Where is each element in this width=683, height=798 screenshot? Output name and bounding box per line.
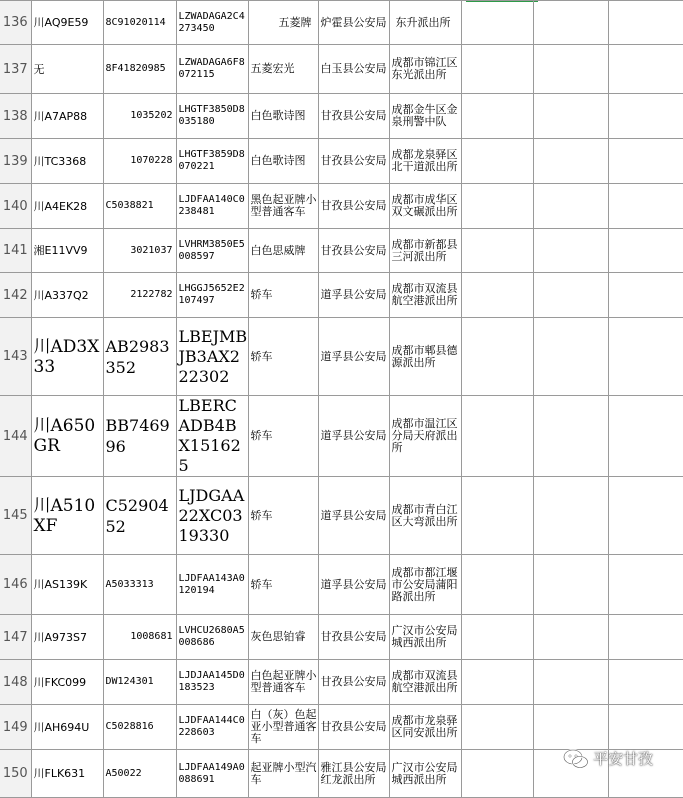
model-cell[interactable]: 白色歌诗图 [248,94,318,139]
unit-cell[interactable]: 成都市青白江区大弯派出所 [389,477,461,555]
model-cell[interactable]: 起亚牌小型汽车 [248,750,318,798]
empty-cell[interactable] [461,229,533,273]
empty-cell[interactable] [533,1,608,45]
row-number[interactable]: 147 [0,615,31,660]
agency-cell[interactable]: 甘孜县公安局 [318,184,389,229]
row-number[interactable]: 137 [0,45,31,94]
row-number[interactable]: 140 [0,184,31,229]
unit-cell[interactable]: 成都市成华区双文碾派出所 [389,184,461,229]
table-row[interactable] [0,555,683,615]
empty-cell[interactable] [533,273,608,318]
empty-cell[interactable] [533,396,608,477]
engine-cell[interactable]: 8C91020114 [103,1,176,45]
unit-cell[interactable]: 成都市温江区分局天府派出所 [389,396,461,477]
empty-cell[interactable] [461,396,533,477]
unit-cell[interactable]: 成都市双流县航空港派出所 [389,273,461,318]
engine-cell[interactable]: 8F41820985 [103,45,176,94]
row-number[interactable]: 149 [0,705,31,750]
vin-cell[interactable]: LHGTF3859D8070221 [176,139,248,184]
agency-cell[interactable]: 道孚县公安局 [318,273,389,318]
engine-cell[interactable]: A5033313 [103,555,176,615]
empty-cell[interactable] [608,94,683,139]
model-cell[interactable]: 黑色起亚牌小型普通客车 [248,184,318,229]
empty-cell[interactable] [533,615,608,660]
vin-cell[interactable]: LVHCU2680A5008686 [176,615,248,660]
empty-cell[interactable] [608,318,683,396]
engine-cell[interactable]: 1035202 [103,94,176,139]
model-cell[interactable]: 白色思威牌 [248,229,318,273]
plate-cell[interactable]: 无 [31,45,103,94]
model-cell[interactable]: 轿车 [248,396,318,477]
row-number[interactable]: 148 [0,660,31,705]
unit-cell[interactable]: 成都市双流县航空港派出所 [389,660,461,705]
empty-cell[interactable] [461,615,533,660]
agency-cell[interactable]: 甘孜县公安局 [318,229,389,273]
row-number[interactable]: 136 [0,1,31,45]
row-number[interactable]: 141 [0,229,31,273]
engine-cell[interactable]: 2122782 [103,273,176,318]
row-number[interactable]: 139 [0,139,31,184]
plate-cell[interactable]: 川A337Q2 [31,273,103,318]
engine-cell[interactable]: BB746996 [103,396,176,477]
empty-cell[interactable] [608,139,683,184]
vin-cell[interactable]: LBERCADB4BX151625 [176,396,248,477]
plate-cell[interactable]: 川AD3X33 [31,318,103,396]
plate-cell[interactable]: 川FLK631 [31,750,103,798]
empty-cell[interactable] [461,705,533,750]
empty-cell[interactable] [608,1,683,45]
empty-cell[interactable] [533,184,608,229]
empty-cell[interactable] [461,555,533,615]
unit-cell[interactable]: 成都龙泉驿区北干道派出所 [389,139,461,184]
table-row[interactable] [0,184,683,229]
empty-cell[interactable] [533,94,608,139]
vin-cell[interactable]: LVHRM3850E5008597 [176,229,248,273]
vin-cell[interactable]: LBEJMBJB3AX222302 [176,318,248,396]
agency-cell[interactable]: 炉霍县公安局 [318,1,389,45]
empty-cell[interactable] [461,184,533,229]
empty-cell[interactable] [533,477,608,555]
table-row[interactable] [0,705,683,750]
vin-cell[interactable]: LZWADAGA2C4273450 [176,1,248,45]
engine-cell[interactable]: DW124301 [103,660,176,705]
plate-cell[interactable]: 川A973S7 [31,615,103,660]
row-number[interactable]: 144 [0,396,31,477]
vin-cell[interactable]: LZWADAGA6F8072115 [176,45,248,94]
vin-cell[interactable]: LHGTF3850D8035180 [176,94,248,139]
empty-cell[interactable] [608,615,683,660]
engine-cell[interactable]: A50022 [103,750,176,798]
table-row[interactable] [0,318,683,396]
row-number[interactable]: 150 [0,750,31,798]
plate-cell[interactable]: 川AQ9E59 [31,1,103,45]
vin-cell[interactable]: LJDFAA140C0238481 [176,184,248,229]
plate-cell[interactable]: 川A7AP88 [31,94,103,139]
plate-cell[interactable]: 川A510XF [31,477,103,555]
model-cell[interactable]: 白色起亚牌小型普通客车 [248,660,318,705]
empty-cell[interactable] [533,229,608,273]
table-row[interactable] [0,45,683,94]
empty-cell[interactable] [608,477,683,555]
unit-cell[interactable]: 成都市新都县三河派出所 [389,229,461,273]
engine-cell[interactable]: C5038821 [103,184,176,229]
empty-cell[interactable] [608,45,683,94]
table-row[interactable] [0,660,683,705]
empty-cell[interactable] [461,1,533,45]
agency-cell[interactable]: 白玉县公安局 [318,45,389,94]
vin-cell[interactable]: LJDFAA144C0228603 [176,705,248,750]
vin-cell[interactable]: LJDGAA22XC0319330 [176,477,248,555]
agency-cell[interactable]: 道孚县公安局 [318,396,389,477]
model-cell[interactable]: 灰色思铂睿 [248,615,318,660]
table-row[interactable] [0,477,683,555]
engine-cell[interactable]: C5290452 [103,477,176,555]
vin-cell[interactable]: LJDFAA143A0120194 [176,555,248,615]
agency-cell[interactable]: 甘孜县公安局 [318,615,389,660]
plate-cell[interactable]: 川A650GR [31,396,103,477]
agency-cell[interactable]: 甘孜县公安局 [318,660,389,705]
agency-cell[interactable]: 雅江县公安局红龙派出所 [318,750,389,798]
empty-cell[interactable] [533,139,608,184]
engine-cell[interactable]: C5028816 [103,705,176,750]
table-row[interactable] [0,1,683,45]
model-cell[interactable]: 轿车 [248,318,318,396]
table-row[interactable] [0,94,683,139]
plate-cell[interactable]: 川A4EK28 [31,184,103,229]
row-number[interactable]: 143 [0,318,31,396]
plate-cell[interactable]: 川AS139K [31,555,103,615]
unit-cell[interactable]: 东升派出所 [389,1,461,45]
model-cell[interactable]: 白（灰）色起亚小型普通客车 [248,705,318,750]
unit-cell[interactable]: 广汉市公安局城西派出所 [389,615,461,660]
empty-cell[interactable] [461,45,533,94]
empty-cell[interactable] [461,139,533,184]
engine-cell[interactable]: AB2983352 [103,318,176,396]
table-row[interactable] [0,139,683,184]
row-number[interactable]: 138 [0,94,31,139]
vin-cell[interactable]: LJDFAA149A0088691 [176,750,248,798]
empty-cell[interactable] [533,660,608,705]
engine-cell[interactable]: 3021037 [103,229,176,273]
empty-cell[interactable] [533,705,608,750]
engine-cell[interactable]: 1008681 [103,615,176,660]
engine-cell[interactable]: 1070228 [103,139,176,184]
model-cell[interactable]: 轿车 [248,273,318,318]
unit-cell[interactable]: 广汉市公安局城西派出所 [389,750,461,798]
unit-cell[interactable]: 成都金牛区金泉刑警中队 [389,94,461,139]
watermark-text: 平安甘孜 [593,750,654,768]
model-cell[interactable]: 轿车 [248,555,318,615]
vin-cell[interactable]: LJDJAA145D0183523 [176,660,248,705]
table-row[interactable] [0,396,683,477]
table-row[interactable] [0,273,683,318]
empty-cell[interactable] [608,396,683,477]
row-number[interactable]: 145 [0,477,31,555]
empty-cell[interactable] [608,229,683,273]
empty-cell[interactable] [461,660,533,705]
unit-cell[interactable]: 成都市锦江区东光派出所 [389,45,461,94]
agency-cell[interactable]: 道孚县公安局 [318,477,389,555]
model-cell[interactable]: 五菱宏光 [248,45,318,94]
empty-cell[interactable] [533,318,608,396]
empty-cell[interactable] [608,555,683,615]
agency-cell[interactable]: 甘孜县公安局 [318,705,389,750]
vin-cell[interactable]: LHGGJ5652E2107497 [176,273,248,318]
wechat-watermark [563,748,653,769]
empty-cell[interactable] [608,705,683,750]
table-row[interactable] [0,229,683,273]
empty-cell[interactable] [608,273,683,318]
plate-cell[interactable]: 川FKC099 [31,660,103,705]
empty-cell[interactable] [608,660,683,705]
empty-cell[interactable] [533,45,608,94]
model-cell[interactable]: 轿车 [248,477,318,555]
wechat-icon [563,749,589,769]
empty-cell[interactable] [461,273,533,318]
empty-cell[interactable] [461,477,533,555]
empty-cell[interactable] [461,318,533,396]
empty-cell[interactable] [608,184,683,229]
unit-cell[interactable]: 成都市龙泉驿区同安派出所 [389,705,461,750]
unit-cell[interactable]: 成都市都江堰市公安局蒲阳路派出所 [389,555,461,615]
empty-cell[interactable] [533,555,608,615]
model-cell[interactable]: 五菱牌 [248,1,318,45]
row-number[interactable]: 146 [0,555,31,615]
model-cell[interactable]: 白色歌诗图 [248,139,318,184]
empty-cell[interactable] [461,750,533,798]
plate-cell[interactable]: 湘E11VV9 [31,229,103,273]
agency-cell[interactable]: 甘孜县公安局 [318,139,389,184]
agency-cell[interactable]: 道孚县公安局 [318,318,389,396]
agency-cell[interactable]: 道孚县公安局 [318,555,389,615]
table-row[interactable] [0,615,683,660]
empty-cell[interactable] [461,94,533,139]
agency-cell[interactable]: 甘孜县公安局 [318,94,389,139]
row-number[interactable]: 142 [0,273,31,318]
unit-cell[interactable]: 成都市郫县德源派出所 [389,318,461,396]
plate-cell[interactable]: 川AH694U [31,705,103,750]
plate-cell[interactable]: 川TC3368 [31,139,103,184]
